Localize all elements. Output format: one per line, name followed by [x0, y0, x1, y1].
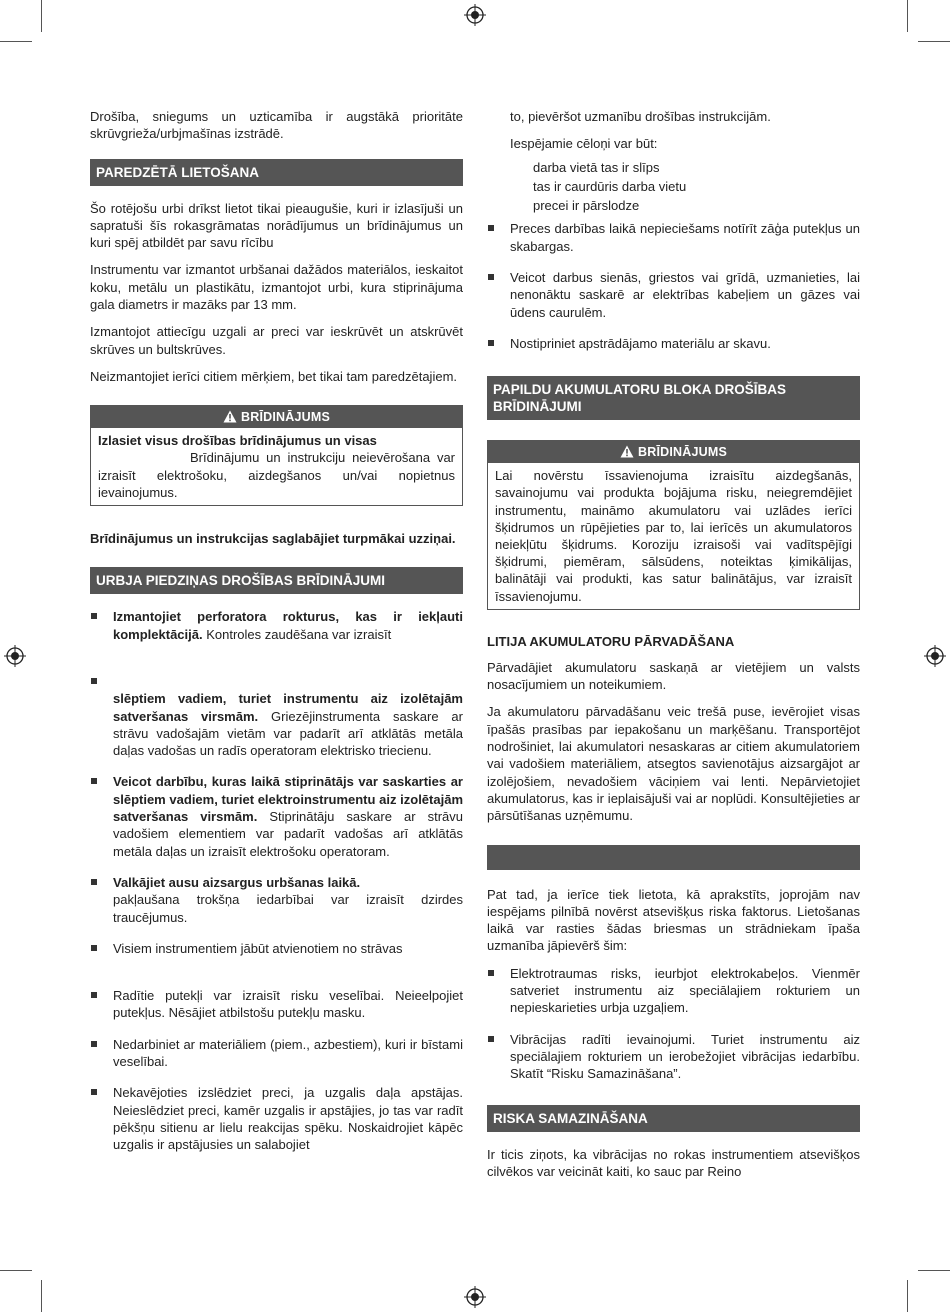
bullet-square-icon	[91, 778, 97, 784]
causes-label: Iespējamie cēloņi var būt:	[510, 136, 658, 152]
list-item: Preces darbības laikā nepieciešams notīrīt zāģa putekļus un skabargas.	[487, 220, 860, 255]
bullet-square-icon	[488, 340, 494, 346]
warning-triangle-icon	[223, 410, 237, 423]
crop-mark	[41, 1280, 42, 1312]
list-item: Radītie putekļi var izraisīt risku veselībai. Neieelpojiet putekļus. Nēsājiet atbilstošu putekļu masku.	[90, 987, 463, 1022]
paragraph: Šo rotējošu urbi drīkst lietot tikai pieaugušie, kuri ir izlasījuši un sapratuši šīs rokasgrāmatas norādījumus un brīdinājumus un kuri spēj atbildēt par savu rīcību	[90, 200, 463, 251]
section-heading-intended-use: PAREDZĒTĀ LIETOŠANA	[90, 159, 463, 186]
crop-mark	[918, 1270, 950, 1271]
cause-item: precei ir pārslodze	[533, 198, 640, 214]
list-item: slēptiem vadiem, turiet instrumentu aiz izolētajām satveršanas virsmām. Griezējinstrumenta saskare ar strāvu vadošajām vietām var padarīt arī atklātās metāla daļas vadošas un radīs operatoram elektrisko triecienu.	[90, 673, 463, 759]
bullet-square-icon	[91, 1041, 97, 1047]
list-item: Elektrotraumas risks, ieurbjot elektrokabeļos. Vienmēr satveriet instrumentu aiz speciālajiem rokturiem un nepieskarieties urbja uzgaļiem.	[487, 965, 860, 1017]
crop-mark	[907, 0, 908, 32]
bullet-square-icon	[91, 1089, 97, 1095]
crop-mark	[0, 1270, 32, 1271]
bullet-square-icon	[91, 678, 97, 684]
warning-header	[91, 406, 462, 428]
bullet-square-icon	[91, 992, 97, 998]
list-item: Nedarbiniet ar materiāliem (piem., azbestiem), kuri ir bīstami veselībai.	[90, 1036, 463, 1071]
crop-mark	[918, 41, 950, 42]
warning-header	[488, 441, 859, 463]
bullet-square-icon	[91, 879, 97, 885]
bullet-square-icon	[488, 1036, 494, 1042]
bullet-square-icon	[488, 225, 494, 231]
list-item: Visiem instrumentiem jābūt atvienotiem no strāvas	[90, 940, 463, 957]
warning-title: BRĪDINĀJUMS	[637, 445, 727, 460]
warning-body	[91, 428, 462, 505]
subheading-lithium-transport: LITIJA AKUMULATORU PĀRVADĀŠANA	[487, 633, 735, 649]
left-column	[90, 108, 463, 1168]
paragraph: Ir ticis ziņots, ka vibrācijas no rokas instrumentiem atsevišķos cilvēkos var veicināt kaiti, ko sauc par Reino	[487, 1146, 860, 1179]
registration-mark-icon	[464, 4, 486, 26]
bullet-square-icon	[488, 274, 494, 280]
paragraph: Pat tad, ja ierīce tiek lietota, kā aprakstīts, joprojām nav iespējams pilnībā novērst atsevišķus riska faktorus. Lietošanas laikā var rasties šādas briesmas un strādniekam īpaša uzmanība jāpievērš šim:	[487, 886, 860, 954]
list-item: Veicot darbus sienās, griestos vai grīdā, uzmanieties, lai nenonāktu saskarē ar elektrības kabeļiem un gāzes vai ūdens caurulēm.	[487, 269, 860, 321]
warning-box	[487, 440, 860, 610]
intro-paragraph: Drošība, sniegums un uzticamība ir augstākā prioritāte skrūvgrieža/urbjmašīnas izstrādē.	[90, 109, 463, 142]
warning-triangle-icon	[620, 445, 634, 458]
list-item: Valkājiet ausu aizsargus urbšanas laikā. pakļaušana trokšņa iedarbībai var izraisīt dzirdes traucējumus.	[90, 874, 463, 926]
warning-text: Brīdinājumu un instrukciju neievērošana var izraisīt elektrošoku, aizdegšanos un/vai nopietnus ievainojumus.	[98, 450, 455, 500]
right-column	[487, 108, 860, 1190]
section-heading-battery-safety: PAPILDU AKUMULATORU BLOKA DROŠĪBAS BRĪDINĀJUMI	[487, 376, 860, 420]
list-item: Veicot darbību, kuras laikā stiprinātājs var saskarties ar slēptiem vadiem, turiet elektroinstrumentu aiz izolētajām satveršanas virsmām. Stiprinātāju saskare ar strāvu vadošiem elementiem var padarīt vadošas arī atklātās metāla daļas un izraisīt elektrošoku operatoram.	[90, 773, 463, 859]
list-item: Vibrācijas radīti ievainojumi. Turiet instrumentu aiz speciālajiem rokturiem un ierobežojiet vibrācijas iedarbību. Skatīt “Risku Samazināšana”.	[487, 1031, 860, 1083]
crop-mark	[41, 0, 42, 32]
paragraph: Ja akumulatoru pārvadāšanu veic trešā puse, ievērojiet visas īpašās prasības par iepakošanu un marķēšanu. Transportējot nodrošiniet, lai akumulatori nesaskaras ar citiem akumulatoriem vai vadošiem materiāliem, atsegtos savienotājus aizsargājot ar izolējošiem, nevadošiem vāciņiem vai lenti. Nepārvietojiet akumulatorus, kas ir ieplaisājuši vai ar noplūdi. Konsultējieties ar pārsūtīšanas uzņēmumu.	[487, 704, 860, 824]
paragraph: Pārvadājiet akumulatoru saskaņā ar vietējiem un valsts nosacījumiem un noteikumiem.	[487, 659, 860, 693]
bullet-list	[487, 220, 860, 352]
cause-item: tas ir caurdūris darba vietu	[533, 178, 687, 194]
crop-mark	[0, 41, 32, 42]
bullet-list	[90, 608, 463, 1153]
section-heading-blank	[487, 845, 860, 870]
list-item: Izmantojiet perforatora rokturus, kas ir iekļauti komplektācijā. Kontroles zaudēšana var izraisīt	[90, 608, 463, 643]
paragraph: Izmantojot attiecīgu uzgali ar preci var ieskrūvēt un atskrūvēt skrūves un bultskrūves.	[90, 324, 463, 357]
list-item: Nostipriniet apstrādājamo materiālu ar skavu.	[487, 335, 860, 352]
registration-mark-icon	[4, 645, 26, 667]
list-item: Nekavējoties izslēdziet preci, ja uzgalis daļa apstājas. Neieslēdziet preci, kamēr uzgalis ir apstājies, jo tas var radīt pēkšņu sitienu ar lielu reakcijas spēku. Noskaidrojiet kāpēc uzgalis ir apstājusies un salabojiet	[90, 1084, 463, 1153]
warning-box	[90, 405, 463, 506]
warning-body: Lai novērstu īssavienojuma izraisītu aizdegšanās, savainojumu vai produkta bojājuma risku, neiegremdējiet instrumentu, maināmo akumulatoru vai uzlādes ierīci šķidrumos un rūpējieties par to, lai ierīcēs un akumulatoros neiekļūtu šķidrums. Koroziju izraisoši vai vadītspējīgi šķidrumi, piemēram, sālsūdens, noteiktas ķimikālijas, balinātāji vai produkti, kas satur balinātājus, var izraisīt īssavienojumu.	[495, 468, 852, 604]
crop-mark	[907, 1280, 908, 1312]
bullet-square-icon	[91, 945, 97, 951]
warning-bold-text: Izlasiet visus drošības brīdinājumus un visas	[98, 433, 377, 449]
cause-item: darba vietā tas ir slīps	[533, 159, 660, 175]
paragraph: Instrumentu var izmantot urbšanai dažādos materiālos, ieskaitot koku, metālu un plastikātu, izmantojot urbi, kura stiprinājuma gala diametrs ir mazāks par 13 mm.	[90, 262, 463, 313]
paragraph: Neizmantojiet ierīci citiem mērķiem, bet tikai tam paredzētajiem.	[90, 368, 458, 384]
bullet-square-icon	[488, 970, 494, 976]
section-heading-risk-reduction: RISKA SAMAZINĀŠANA	[487, 1105, 860, 1132]
warning-title: BRĪDINĀJUMS	[240, 410, 330, 425]
paragraph: to, pievēršot uzmanību drošības instrukcijām.	[510, 109, 771, 124]
keep-instructions-note: Brīdinājumus un instrukcijas saglabājiet turpmākai uzziņai.	[90, 531, 456, 547]
bullet-list	[487, 965, 860, 1083]
bullet-square-icon	[91, 613, 97, 619]
registration-mark-icon	[464, 1286, 486, 1308]
registration-mark-icon	[924, 645, 946, 667]
section-heading-drill-safety: URBJA PIEDZIŅAS DROŠĪBAS BRĪDINĀJUMI	[90, 567, 463, 594]
